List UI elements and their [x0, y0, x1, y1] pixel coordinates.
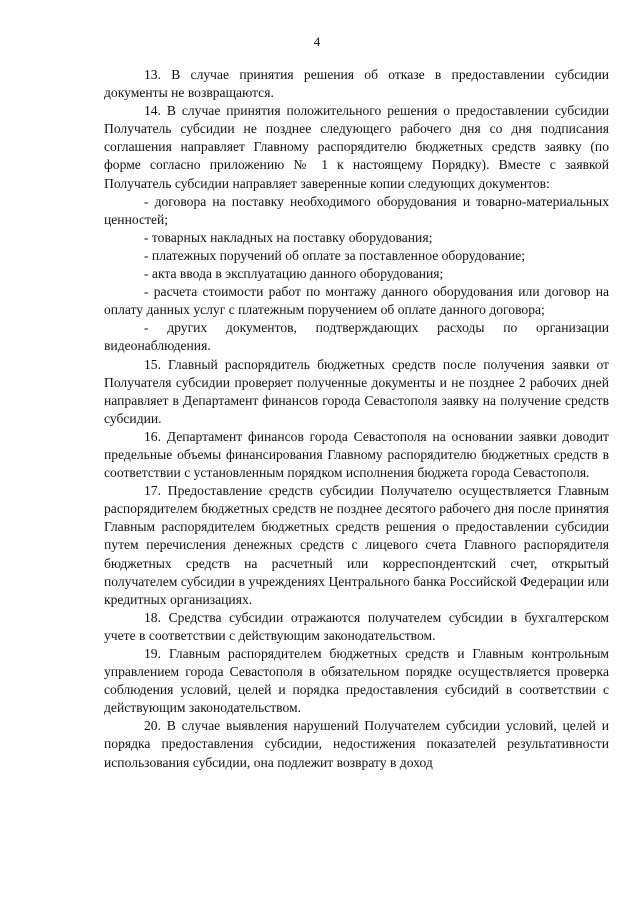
list-item: - расчета стоимости работ по монтажу данного оборудования или договор на оплату данных услуг с платежным поручением об оплате данного договора;	[104, 284, 609, 318]
paragraph-13: 13. В случае принятия решения об отказе в предоставлении субсидии документы не возвращаются.	[104, 67, 609, 101]
paragraph-20: 20. В случае выявления нарушений Получателем субсидии условий, целей и порядка предоставления субсидии, недостижения показателей результативности использования субсидии, она подлежит возврату в доход	[104, 718, 609, 770]
paragraph-17: 17. Предоставление средств субсидии Получателю осуществляется Главным распорядителем бюджетных средств не позднее десятого рабочего дня после принятия Главным распорядителем бюджетных средств решения о предоставлении субсидии путем перечисления денежных средств с лицевого счета Главного распорядителя бюджетных средств на расчетный или корреспондентский счет, открытый получателем субсидии в учреждениях Центрального банка Российской Федерации или кредитных организациях.	[104, 483, 609, 607]
list-item: - других документов, подтверждающих расходы по организации видеонаблюдения.	[104, 320, 609, 354]
paragraph-15: 15. Главный распорядитель бюджетных средств после получения заявки от Получателя субсидии проверяет полученные документы и не позднее 2 рабочих дней направляет в Департамент финансов города Севастополя заявку на получение средств субсидии.	[104, 356, 609, 426]
paragraph-18: 18. Средства субсидии отражаются получателем субсидии в бухгалтерском учете в соответствии с действующим законодательством.	[104, 609, 609, 643]
list-item: - платежных поручений об оплате за поставленное оборудование;	[144, 247, 526, 263]
paragraph-16: 16. Департамент финансов города Севастополя на основании заявки доводит предельные объемы финансирования Главному распорядителю бюджетных средств в соответствии с установленным порядком исполнения бюджета города Севастополя.	[104, 428, 609, 481]
paragraph-19: 19. Главным распорядителем бюджетных средств и Главным контрольным управлением города Севастополя в обязательном порядке осуществляется проверка соблюдения условий, целей и порядка предоставления субсидий в соответствии с действующим законодательством.	[104, 646, 609, 716]
list-item: - товарных накладных на поставку оборудования;	[144, 229, 433, 245]
list-item: - акта ввода в эксплуатацию данного оборудования;	[144, 266, 444, 282]
page-number: 4	[313, 34, 321, 49]
paragraph-14: 14. В случае принятия положительного решения о предоставлении субсидии Получатель субсидии не позднее следующего рабочего дня со дня подписания соглашения направляет Главному распорядителю бюджетных средств заявку (по форме согласно приложению № 1 к настоящему Порядку). Вместе с заявкой Получатель субсидии направляет заверенные копии следующих документов:	[104, 103, 609, 191]
document-body	[104, 66, 609, 772]
list-item: - договора на поставку необходимого оборудования и товарно-материальных ценностей;	[104, 193, 609, 227]
